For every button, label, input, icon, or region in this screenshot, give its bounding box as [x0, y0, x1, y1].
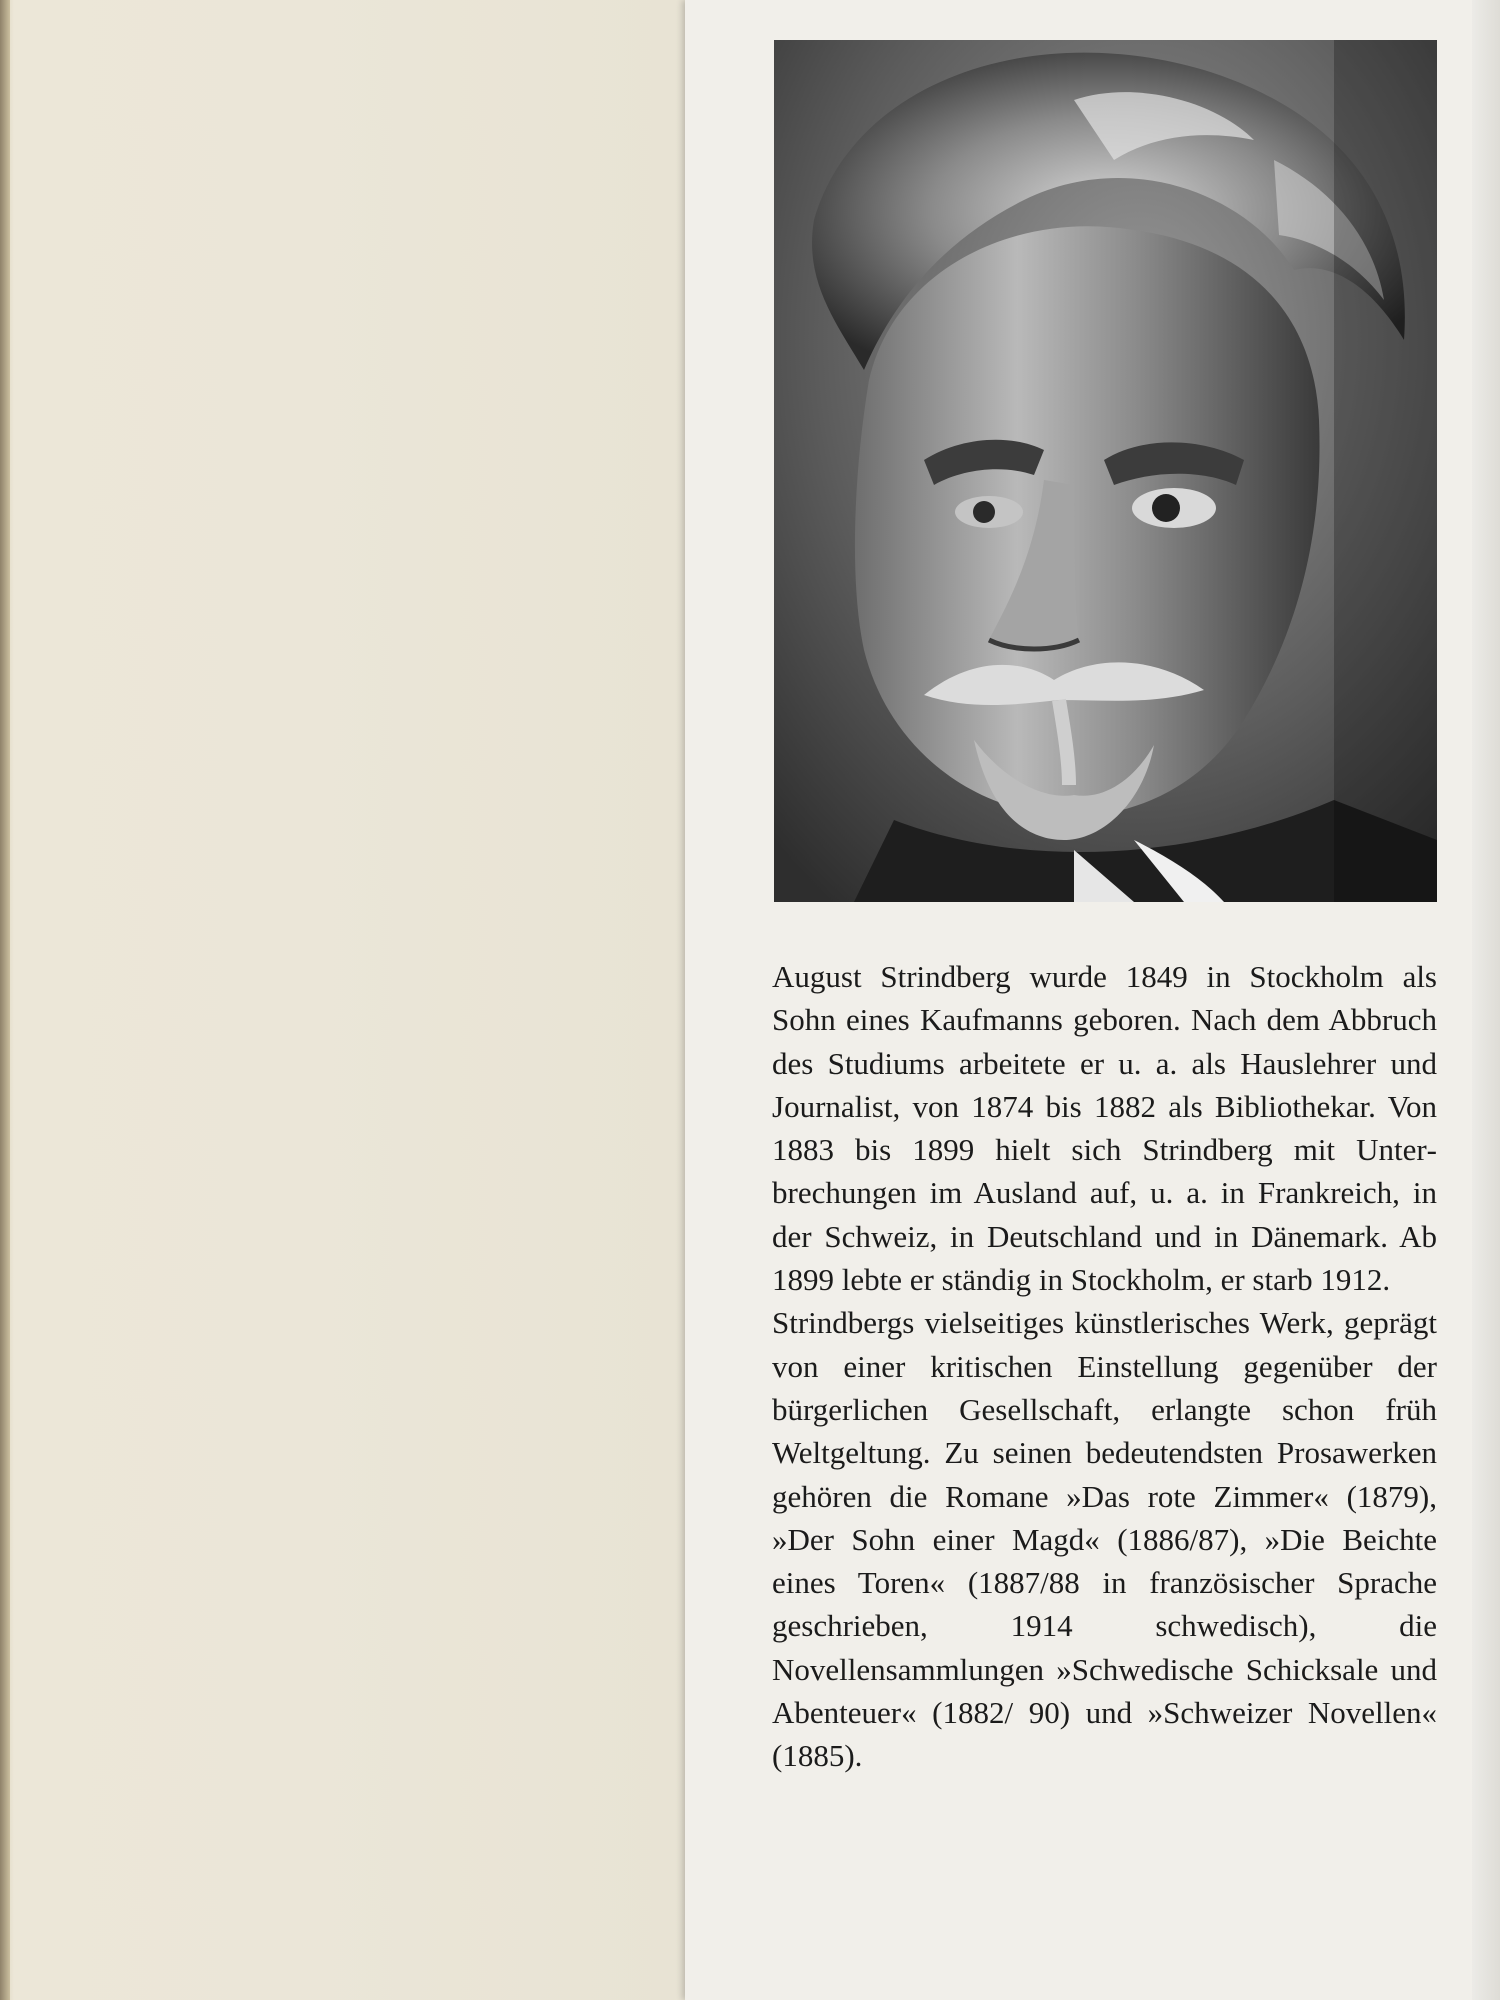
biography-paragraph-2: Strindbergs vielseitiges künstlerisches Werk, geprägt von einer kritischen Einstellung gegenüber der bürgerlichen Gesellschaft, erlangte schon früh Weltgeltung. Zu seinen bedeutendsten Prosawerken gehören die Romane »Das rote Zimmer« (1879), »Der Sohn einer Magd« (1886/87), »Die Beichte eines Toren« (1887/88 in französischer Sprache geschrieben, 1914 schwedisch), die Novellensammlungen »Schwedische Schicksale und Abenteuer« (1882/ 90) und »Schweizer Novellen« (1885).	[772, 1305, 1437, 1774]
dust-jacket-flap	[685, 0, 1500, 2000]
flap-edge-shadow	[1472, 0, 1500, 2000]
author-biography	[772, 955, 1437, 1778]
portrait-photo-icon	[774, 40, 1437, 902]
biography-paragraph-1: August Strindberg wurde 1849 in Stockholm als Sohn eines Kaufmanns geboren. Nach dem Abbruch des Studiums arbeitete er u. a. als Hauslehrer und Journalist, von 1874 bis 1882 als Bibliothekar. Von 1883 bis 1899 hielt sich Strindberg mit Unterbrechungen im Ausland auf, u. a. in Frankreich, in der Schweiz, in Deutschland und in Dänemark. Ab 1899 lebte er ständig in Stockholm, er starb 1912.	[772, 959, 1437, 1298]
author-portrait	[774, 40, 1437, 902]
blank-endpaper	[0, 0, 685, 2000]
book-edge	[0, 0, 10, 2000]
